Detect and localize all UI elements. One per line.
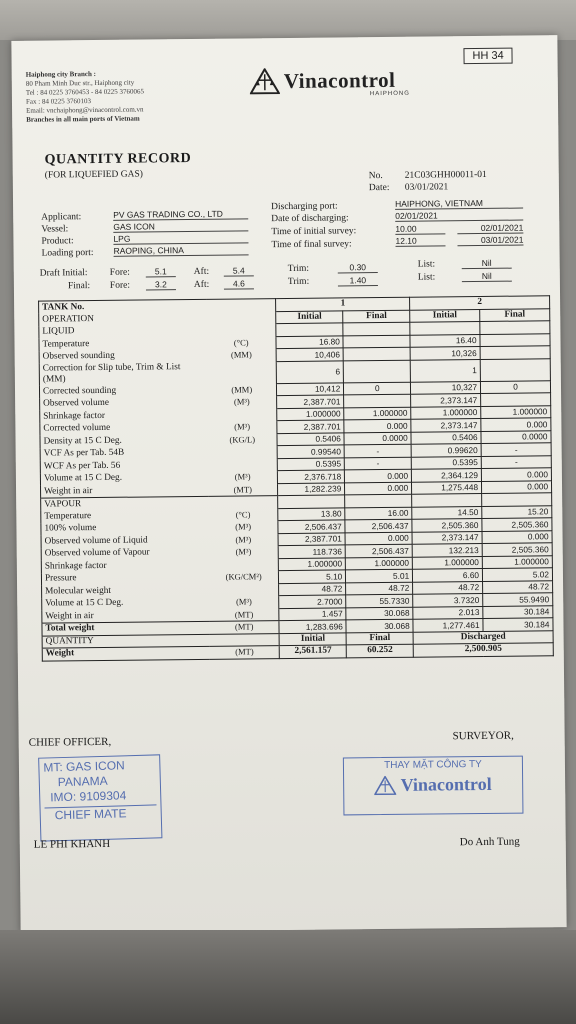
vessel-label: Vessel: [41,224,69,235]
draft-initial-list-label: List: [417,259,436,270]
row-unit: (KG/CM²) [209,571,279,584]
logo-subtext: HAIPHONG [369,90,410,98]
row-value: 1.000000 [344,407,411,420]
ship-stamp [38,754,162,841]
row-value: 55.9490 [483,593,553,606]
row-label: Weight in air [41,484,209,498]
discharging-port-value: HAIPHONG, VIETNAM [395,198,523,210]
draft-final-list-label: List: [417,272,436,283]
row-value: 1,282.239 [278,482,345,495]
row-value: 13.80 [278,507,345,520]
row-value: 0 [344,382,411,395]
tank-no-label: TANK No. [39,299,207,313]
row-label: Volume at 15 C Deg. [42,596,210,610]
row-value: - [344,444,411,457]
row-value: 1.000000 [482,555,552,568]
row-value: 1.000000 [277,407,344,420]
row-value: 10,406 [276,348,343,361]
date-label: Date: [368,182,390,194]
row-label: Density at 15 C Deg. [40,434,208,448]
row-label: Observed sounding [39,349,207,363]
quantity-record-document [11,35,566,933]
row-value: 48.72 [483,580,553,593]
row-label: LIQUID [39,324,207,338]
weight-final: 60.252 [346,644,413,657]
row-value: 1.000000 [279,557,346,570]
row-value: 30.184 [483,605,553,618]
tank-2-final-header: Final [480,308,550,321]
row-value [276,323,343,336]
row-value: 0.5395 [278,457,345,470]
row-unit [209,583,279,596]
row-value [412,493,482,506]
quantity-final-header: Final [346,632,413,645]
row-value: 0.000 [345,532,412,545]
row-value [343,322,410,335]
row-value: 1.457 [279,607,346,620]
document-subtitle: (FOR LIQUEFIED GAS) [44,169,143,181]
row-unit: (M³) [207,421,277,434]
row-value [480,333,550,346]
row-unit [206,324,276,337]
row-value [480,346,550,359]
row-label: 100% volume [41,521,209,535]
row-value: 16.40 [410,334,480,347]
surveyor-name: Do Anh Tung [459,835,520,849]
row-value: 118.736 [279,545,346,558]
row-label: Observed volume of Vapour [41,546,209,560]
row-value: 0.5406 [277,432,344,445]
row-value: 0.5406 [411,431,481,444]
row-value: 16.80 [276,335,343,348]
scale-logo-icon [250,68,280,94]
quantity-label: QUANTITY [42,634,210,648]
row-value: 48.72 [413,581,483,594]
row-value [343,335,410,348]
row-value [482,493,552,506]
chief-officer-name: LE PHI KHANH [33,837,111,851]
date-discharging-value: 02/01/2021 [395,210,523,222]
draft-final-fore: 3.2 [146,279,176,290]
row-value [278,495,345,508]
record-date: 03/01/2021 [404,182,449,193]
row-unit: (M³) [208,521,278,534]
row-label: Pressure [41,571,209,585]
row-value: 2,373.147 [412,531,482,544]
row-unit: (MT) [209,621,279,634]
row-value: 2,373.147 [411,393,481,406]
tank-2-initial-header: Initial [410,309,480,322]
row-value: 1.000000 [481,405,551,418]
row-value: 2,376.718 [278,470,345,483]
tank-1-header: 1 [276,297,410,311]
draft-initial-fore: 5.1 [146,266,176,277]
row-unit [207,361,277,384]
row-value: 1,275.448 [412,481,482,494]
draft-final-trim: 1.40 [338,275,378,286]
row-unit: (°C) [206,336,276,349]
row-value: 1,277.461 [413,618,483,631]
row-label: VAPOUR [41,496,209,510]
row-value: 2.013 [413,606,483,619]
row-unit: (MM) [207,383,277,396]
draft-initial-trim-label: Trim: [287,263,310,275]
row-unit: (M³) [207,396,277,409]
row-label: Shrinkage factor [41,559,209,573]
row-value: 132.213 [412,543,482,556]
draft-initial-fore-label: Fore: [109,267,130,278]
draft-initial-list: Nil [462,258,512,270]
row-value: 0.000 [481,418,551,431]
draft-final-list: Nil [462,271,512,283]
row-unit: (KG/L) [208,433,278,446]
initial-survey-time: 10.00 [395,223,445,235]
row-label: WCF As per Tab. 56 [40,459,208,473]
row-unit [208,446,278,459]
row-value: 2,373.147 [411,418,481,431]
row-value: 2,505.360 [482,543,552,556]
tank-1-final-header: Final [343,310,410,323]
row-value: 2,505.360 [482,518,552,531]
draft-initial-aft-label: Aft: [193,266,210,277]
row-value: 1.000000 [411,406,481,419]
date-discharging-label: Date of discharging: [271,213,349,225]
branch-fax: Fax : 84 0225 3760103 [25,97,91,106]
row-value: 0.0000 [481,430,551,443]
no-label: No. [368,171,383,182]
row-value: 0.99540 [278,445,345,458]
row-value: 30.068 [346,619,413,632]
row-value: 55.7330 [346,594,413,607]
row-unit: (M³) [209,546,279,559]
logo-text: Vinacontrol [283,67,396,93]
draft-final-label: Final: [67,281,91,292]
row-value: 0.0000 [344,432,411,445]
company-logo [250,67,410,98]
row-unit: (MM) [207,349,277,362]
row-value: 5.10 [279,570,346,583]
quantity-initial-header: Initial [279,632,346,645]
row-value: 1.000000 [412,556,482,569]
row-value: 5.01 [346,569,413,582]
branch-tel: Tel : 84 0225 3760453 - 84 0225 3760065 [25,87,145,97]
row-value: 3.7320 [413,593,483,606]
quantity-discharged-header: Discharged [413,630,553,644]
row-value: 0.99620 [411,443,481,456]
row-value: 5.02 [482,568,552,581]
surveyor-stamp [343,756,524,816]
row-value: 2,506.437 [345,544,412,557]
surveyor-stamp-top: THAY MẶT CÔNG TY [384,758,482,772]
row-unit: (M³) [208,471,278,484]
row-value: 2,364.129 [412,468,482,481]
row-value: 1,283.696 [279,620,346,633]
row-value: - [345,457,412,470]
quantity-table [38,295,554,661]
desk-background-top [0,0,576,40]
branch-email: Email: vnchaiphong@vinacontrol.com.vn [26,105,144,115]
row-value: 1 [410,359,480,382]
row-value: 0.000 [345,469,412,482]
row-value [480,358,550,381]
draft-final-fore-label: Fore: [109,280,131,291]
row-value: 0.000 [344,419,411,432]
tank-1-initial-header: Initial [276,310,343,323]
row-value [344,360,411,383]
draft-initial-label: Draft Initial: [39,268,88,279]
final-survey-date: 03/01/2021 [457,235,523,247]
row-label: Corrected sounding [39,384,207,398]
row-value: 0.000 [482,480,552,493]
row-value: 0.5395 [411,456,481,469]
draft-final-trim-label: Trim: [287,276,310,288]
row-unit: (°C) [208,508,278,521]
loading-port-label: Loading port: [41,248,94,259]
draft-final-aft: 4.6 [224,278,254,289]
row-value: 2,387.701 [278,532,345,545]
row-unit: (MT) [209,608,279,621]
final-survey-time: 12.10 [395,235,445,247]
ship-stamp-line-2: PANAMA [57,773,108,790]
row-label: Total weight [42,621,210,635]
row-value: - [481,455,551,468]
row-label: Temperature [39,337,207,351]
weight-discharged: 2,500.905 [413,643,553,657]
row-value [345,494,412,507]
surveyor-stamp-logo: Vinacontrol [400,773,492,795]
row-label: Corrected volume [40,421,208,435]
row-value [343,347,410,360]
row-value [480,321,550,334]
row-value: 2.7000 [279,595,346,608]
row-value: 0.000 [482,530,552,543]
row-label: Molecular weight [42,584,210,598]
discharging-port-label: Discharging port: [271,201,338,213]
row-unit [209,558,279,571]
record-number: 21C03GHH00011-01 [404,169,487,181]
ship-stamp-line-1: MT: GAS ICON [43,758,125,775]
row-value: 14.50 [412,506,482,519]
product-value: LPG [113,232,248,244]
row-value: 10,327 [411,381,481,394]
branch-network: Branches in all main ports of Vietnam [26,114,140,124]
row-value: 30.068 [346,607,413,620]
loading-port-value: RAOPING, CHINA [113,244,248,256]
draft-final-aft-label: Aft: [193,279,210,290]
draft-initial-aft: 5.4 [224,265,254,276]
draft-initial-trim: 0.30 [338,262,378,273]
row-unit [208,496,278,509]
row-label: Temperature [41,509,209,523]
document-title: QUANTITY RECORD [44,151,192,168]
row-value: 48.72 [279,582,346,595]
initial-survey-date: 02/01/2021 [457,223,523,235]
ship-stamp-line-3: IMO: 9109304 [50,788,127,805]
row-value: 16.00 [345,507,412,520]
row-unit [207,408,277,421]
page-badge: HH 34 [463,48,512,65]
final-survey-label: Time of final survey: [271,239,352,251]
row-value: 2,387.701 [277,395,344,408]
weight-initial: 2,561.157 [280,645,347,658]
row-value: 2,505.360 [412,518,482,531]
initial-survey-label: Time of initial survey: [271,226,357,238]
row-label: Correction for Slip tube, Trim & List (MM) [39,362,207,386]
row-value [344,394,411,407]
row-value [410,321,480,334]
row-label: Observed volume [40,396,208,410]
vessel-value: GAS ICON [113,220,248,232]
surveyor-label: SURVEYOR, [452,729,514,743]
row-value: 48.72 [346,582,413,595]
branch-address: 80 Pham Minh Duc str., Haiphong city [25,78,135,88]
desk-background-bottom [0,930,576,1024]
weight-unit: (MT) [210,646,280,659]
stamp-scale-icon [375,776,397,795]
row-unit: (M³) [209,596,279,609]
row-label: Weight in air [42,609,210,623]
applicant-label: Applicant: [41,212,82,223]
ship-stamp-line-4: CHIEF MATE [45,804,157,823]
row-value: 6 [277,360,344,383]
row-value: 0 [480,380,550,393]
row-value: 1.000000 [346,557,413,570]
row-value [481,393,551,406]
branch-name: Haiphong city Branch : [25,69,96,79]
row-value: 30.184 [483,618,553,631]
product-label: Product: [41,236,74,247]
row-value: 0.000 [481,468,551,481]
row-unit: (M³) [209,533,279,546]
row-value: 10,412 [277,382,344,395]
tank-2-header: 2 [410,296,550,310]
row-value: - [481,443,551,456]
row-value: 6.60 [413,568,483,581]
applicant-value: PV GAS TRADING CO., LTD [113,208,248,220]
row-value: 2,387.701 [277,420,344,433]
row-value: 2,506.437 [278,520,345,533]
row-label: VCF As per Tab. 54B [40,446,208,460]
row-label: Observed volume of Liquid [41,534,209,548]
row-label: Volume at 15 C Deg. [40,471,208,485]
operation-label: OPERATION [39,312,207,326]
weight-label: Weight [42,646,210,660]
row-value: 15.20 [482,505,552,518]
row-unit [208,458,278,471]
row-label: Shrinkage factor [40,409,208,423]
row-value: 10,326 [410,346,480,359]
row-value: 2,506.437 [345,519,412,532]
chief-officer-label: CHIEF OFFICER, [28,735,112,749]
branch-info [26,69,145,124]
row-value: 0.000 [345,482,412,495]
row-unit: (MT) [208,483,278,496]
